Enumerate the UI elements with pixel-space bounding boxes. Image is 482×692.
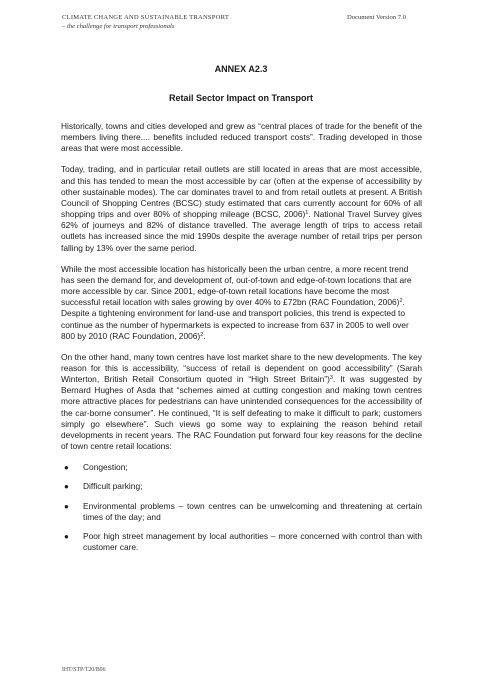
reasons-list (61, 462, 422, 553)
bullet-icon: ● (64, 482, 69, 492)
bullet-icon: ● (64, 501, 69, 511)
list-item: ● Difficult parking; (64, 481, 143, 492)
list-item: ● Congestion; (64, 462, 128, 473)
running-header (62, 13, 229, 31)
header-subtitle: – the challenge for transport professionals (62, 23, 175, 30)
page-title: Retail Sector Impact on Transport (168, 93, 314, 103)
paragraph-2: Today, trading, and in particular retail outlets are still located in areas that are most accessible, and this has tended to mean the most accessible by car (often at the expense of accessibility by other sustainable modes). The car dominates travel to and from retail outlets at present. A British Council of Shopping Centres (BCSC) study estimated that cars currently account for 60% of all shopping trips and over 80% of shopping mileage (BCSC, 2006)$^1$. National Travel Survey gives 62% of journeys and 82% of distance travelled. The average length of trips to access retail outlets has increased since the mid 1990s despite the average number of retail trips per person falling by 13% over the same period. (61, 164, 422, 253)
bullet-icon: ● (64, 531, 69, 541)
paragraph-4: On the other hand, many town centres have lost market share to the new developments. The key reason for this is accessibility, “success of retail is dependent on good accessibility” (Sarah Winterton, British Retail Consortium quoted in “High Street Britain”)$^3$. It was suggested by Bernard Hughes of Asda that “schemes aimed at cutting congestion and making town centres more attractive places for pedestrians can have unintended consequences for the accessibility of the car-borne consumer”. He continued, “It is self defeating to make it difficult to park; customers simply go elsewhere”. Such views go some way to explaining the reason behind retail developments in recent years. The RAC Foundation put forward four key reasons for the decline of town centre retail locations: (61, 351, 422, 452)
list-item: ● Environmental problems – town centres can be unwelcoming and threatening at certain times of the day; and (64, 500, 422, 522)
footnote-ref: 2 (200, 331, 204, 338)
footnote-ref: 2 (399, 298, 403, 305)
footnote-ref: 3 (329, 375, 333, 382)
bullet-icon: ● (64, 463, 69, 473)
document-version: Document Version 7.0 (346, 14, 406, 21)
body-text (61, 121, 422, 561)
paragraph-1: Historically, towns and cities developed and grew as “central places of trade for the benefit of the members living there.... benefits included reduced transport costs”. Trading developed in those areas that were most accessible. (61, 121, 422, 154)
footnote-ref: 1 (305, 210, 309, 217)
header-title: CLIMATE CHANGE AND SUSTAINABLE TRANSPORT (62, 14, 230, 21)
paragraph-3: While the most accessible location has historically been the urban centre, a more recent trend has seen the demand for, and development of, out-of-town and edge-of-town locations that are more accessible by car. Since 2001, edge-of-town retail locations have become the most successful retail location with sales growing by over 40% to £72bn (RAC Foundation, 2006)$^2$. Despite a tightening environment for land-use and transport policies, this trend is expected to continue as the number of hypermarkets is expected to increase from 637 in 2005 to well over 800 by 2010 (RAC Foundation, 2006)$^2$. (61, 263, 412, 341)
list-item: ● Poor high street management by local authorities – more concerned with control than with customer care. (64, 530, 422, 552)
footer-code: IHT/STP/T20/B06 (62, 667, 106, 673)
annex-heading: ANNEX A2.3 (214, 64, 268, 74)
